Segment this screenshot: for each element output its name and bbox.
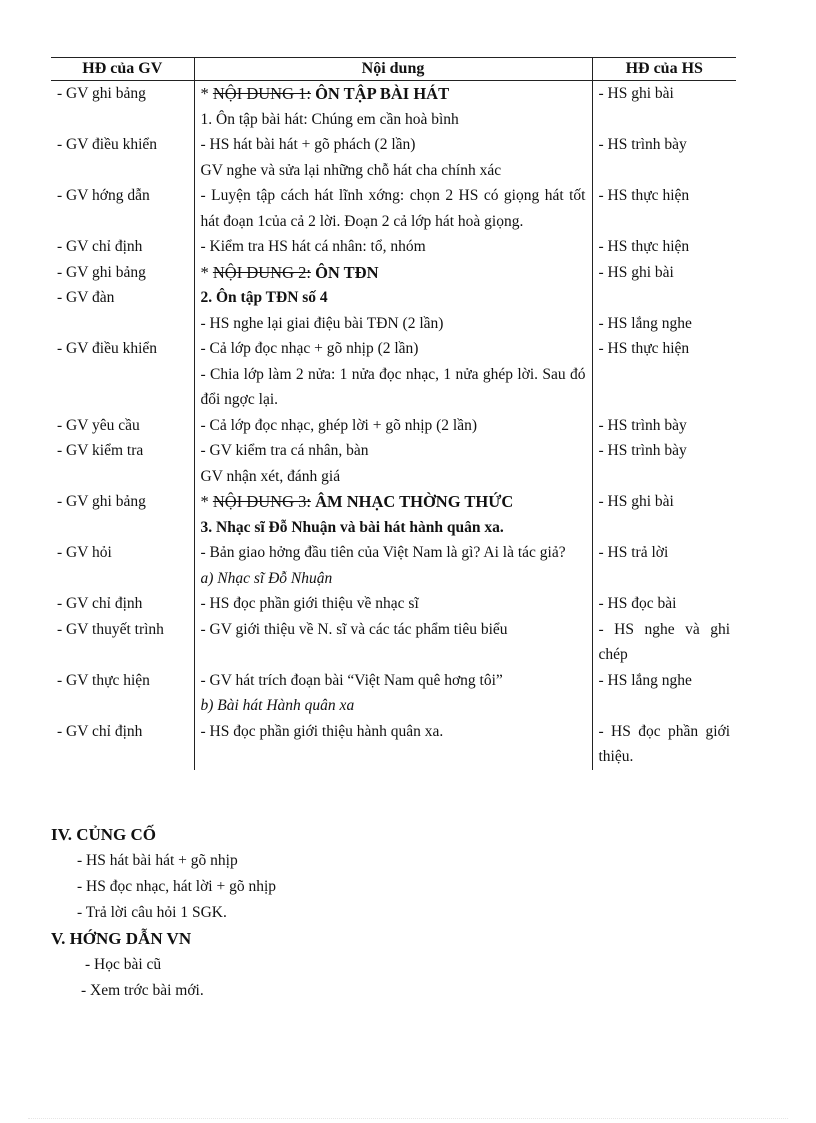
student-activity-cell: - HS trả lời — [592, 540, 736, 566]
homework-item: - Học bài cũ — [85, 956, 162, 973]
table-row — [51, 719, 736, 770]
table-row — [51, 668, 736, 694]
content-subheading: 3. Nhạc sĩ Đỗ Nhuận và bài hát hành quân xa. — [200, 518, 504, 536]
header-content: Nội dung — [194, 58, 592, 81]
student-activity-cell: - HS thực hiện — [592, 234, 736, 260]
student-activity-cell: - HS trình bày — [592, 413, 736, 439]
student-activity-cell — [592, 158, 736, 184]
teacher-activity-cell: - GV thực hiện — [51, 668, 194, 694]
table-row — [51, 336, 736, 362]
section-title: ÂM NHẠC THỜNG THỨC — [310, 492, 514, 511]
content-italic: a) Nhạc sĩ Đỗ Nhuận — [200, 569, 333, 587]
consolidation-heading: IV. CỦNG CỐ — [51, 825, 157, 844]
content-cell: - Chia lớp làm 2 nửa: 1 nửa đọc nhạc, 1 nửa ghép lời. Sau đó đổi ngợc lại. — [200, 365, 586, 408]
teacher-activity-cell: - GV ghi bảng — [51, 489, 194, 515]
header-student-activity: HĐ của HS — [592, 58, 736, 81]
teacher-activity-cell: - GV hớng dẫn — [51, 183, 194, 234]
teacher-activity-cell — [51, 362, 194, 413]
section-label: NỘI DUNG 3: — [212, 492, 311, 511]
content-cell: GV nghe và sửa lại những chỗ hát cha chính xác — [200, 161, 502, 179]
section-label: NỘI DUNG 2: — [212, 262, 311, 282]
section-label: NỘI DUNG 1: — [212, 84, 311, 103]
student-activity-cell: - HS lắng nghe — [592, 668, 736, 694]
student-activity-cell: - HS đọc phần giới thiệu. — [592, 719, 736, 770]
student-activity-cell — [592, 464, 736, 490]
table-row — [51, 362, 736, 413]
table-row — [51, 438, 736, 464]
table-row — [51, 693, 736, 719]
student-activity-cell: - HS ghi bài — [592, 489, 736, 515]
content-cell: - Cả lớp đọc nhạc + gõ nhịp (2 lần) — [200, 340, 419, 357]
content-cell: GV nhận xét, đánh giá — [200, 467, 341, 485]
teacher-activity-cell — [51, 566, 194, 592]
section-star: * — [200, 492, 213, 511]
content-italic: b) Bài hát Hành quân xa — [200, 697, 355, 714]
teacher-activity-cell — [51, 158, 194, 184]
teacher-activity-cell: - GV thuyết trình — [51, 617, 194, 668]
table-row — [51, 260, 736, 286]
student-activity-cell: - HS nghe và ghi chép — [592, 617, 736, 668]
student-activity-cell — [592, 285, 736, 311]
content-cell: - HS đọc phần giới thiệu hành quân xa. — [200, 722, 444, 740]
teacher-activity-cell: - GV ghi bảng — [51, 81, 194, 107]
content-cell: 1. Ôn tập bài hát: Chúng em cần hoà bình — [200, 110, 459, 128]
content-cell: - HS nghe lại giai điệu bài TĐN (2 lần) — [200, 314, 444, 332]
teacher-activity-cell — [51, 107, 194, 133]
section-heading-1 — [194, 81, 592, 107]
teacher-activity-cell: - GV điều khiển — [51, 336, 194, 362]
table-row — [51, 234, 736, 260]
teacher-activity-cell: - GV chỉ định — [51, 719, 194, 770]
section-title: ÔN TẬP BÀI HÁT — [310, 84, 450, 103]
table-row — [51, 591, 736, 617]
content-cell: - GV kiểm tra cá nhân, bàn — [200, 442, 369, 459]
student-activity-cell: - HS thực hiện — [592, 336, 736, 362]
teacher-activity-cell: - GV hỏi — [51, 540, 194, 566]
table-row — [51, 81, 736, 107]
section-heading-2 — [194, 260, 592, 286]
table-row — [51, 132, 736, 158]
content-cell: - Cả lớp đọc nhạc, ghép lời + gõ nhịp (2 lần) — [200, 416, 478, 434]
content-cell: - Kiểm tra HS hát cá nhân: tổ, nhóm — [200, 238, 426, 255]
content-cell: - HS hát bài hát + gõ phách (2 lần) — [200, 136, 416, 153]
student-activity-cell: - HS lắng nghe — [592, 311, 736, 337]
content-cell: - HS đọc phần giới thiệu về nhạc sĩ — [200, 595, 419, 612]
page-footer-dotted-line — [28, 1118, 788, 1119]
content-cell: - GV giới thiệu về N. sĩ và các tác phẩm tiêu biểu — [200, 620, 508, 638]
section-heading-3 — [194, 489, 592, 515]
content-cell: - GV hát trích đoạn bài “Việt Nam quê hơng tôi” — [200, 671, 503, 689]
section-star: * — [200, 84, 213, 103]
teacher-activity-cell — [51, 311, 194, 337]
student-activity-cell: - HS trình bày — [592, 132, 736, 158]
lesson-activity-table — [51, 57, 736, 770]
table-row — [51, 617, 736, 668]
teacher-activity-cell: - GV kiểm tra — [51, 438, 194, 464]
teacher-activity-cell — [51, 693, 194, 719]
teacher-activity-cell — [51, 515, 194, 541]
teacher-activity-cell: - GV điều khiển — [51, 132, 194, 158]
table-row — [51, 311, 736, 337]
table-row — [51, 566, 736, 592]
teacher-activity-cell: - GV ghi bảng — [51, 260, 194, 286]
student-activity-cell — [592, 693, 736, 719]
table-row — [51, 540, 736, 566]
table-row — [51, 183, 736, 234]
teacher-activity-cell: - GV chỉ định — [51, 234, 194, 260]
section-title: ÔN TĐN — [310, 262, 379, 282]
table-row — [51, 158, 736, 184]
table-row — [51, 489, 736, 515]
content-cell: - Bản giao hởng đầu tiên của Việt Nam là gì? Ai là tác giả? — [200, 544, 566, 561]
student-activity-cell: - HS thực hiện — [592, 183, 736, 234]
header-teacher-activity: HĐ của GV — [51, 58, 194, 81]
homework-heading: V. HỚNG DẪN VN — [51, 929, 192, 948]
student-activity-cell: - HS ghi bài — [592, 260, 736, 286]
teacher-activity-cell: - GV yêu cầu — [51, 413, 194, 439]
student-activity-cell: - HS ghi bài — [592, 81, 736, 107]
table-header-row — [51, 58, 736, 81]
closing-sections — [51, 822, 751, 1004]
teacher-activity-cell: - GV đàn — [51, 285, 194, 311]
consolidation-item: - Trả lời câu hỏi 1 SGK. — [77, 904, 227, 921]
consolidation-item: - HS hát bài hát + gõ nhịp — [77, 852, 238, 869]
table-row — [51, 464, 736, 490]
teacher-activity-cell: - GV chỉ định — [51, 591, 194, 617]
teacher-activity-cell — [51, 464, 194, 490]
table-row — [51, 107, 736, 133]
homework-item: - Xem trớc bài mới. — [81, 982, 204, 999]
student-activity-cell — [592, 362, 736, 413]
table-row — [51, 515, 736, 541]
student-activity-cell — [592, 107, 736, 133]
student-activity-cell — [592, 566, 736, 592]
table-row — [51, 413, 736, 439]
consolidation-item: - HS đọc nhạc, hát lời + gõ nhịp — [77, 878, 277, 895]
section-star: * — [200, 262, 213, 282]
student-activity-cell: - HS đọc bài — [592, 591, 736, 617]
content-cell: - Luyện tập cách hát lĩnh xớng: chọn 2 HS có giọng hát tốt hát đoạn 1của cả 2 lời. Đoạn 2 cả lớp hát hoà giọng. — [200, 187, 586, 230]
table-row — [51, 285, 736, 311]
content-subheading: 2. Ôn tập TĐN số 4 — [200, 289, 328, 306]
student-activity-cell — [592, 515, 736, 541]
student-activity-cell: - HS trình bày — [592, 438, 736, 464]
